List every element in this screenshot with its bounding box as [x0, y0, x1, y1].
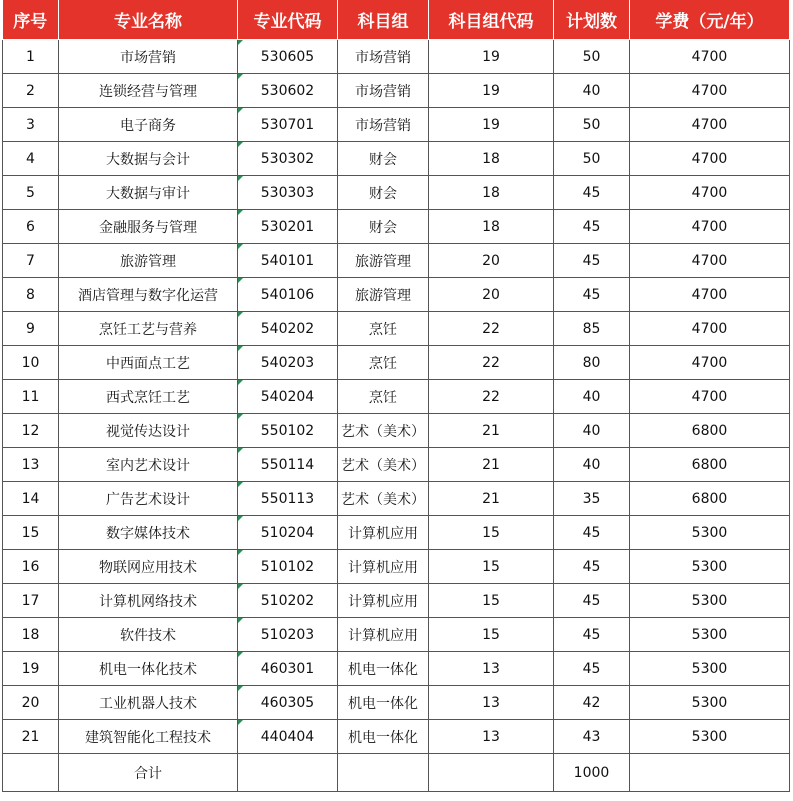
- major-code-cell: 540101: [238, 244, 338, 278]
- subject-group-cell: 艺术（美术）: [338, 414, 429, 448]
- major-name-cell: 连锁经营与管理: [59, 74, 238, 108]
- subject-group-code-cell: 22: [429, 312, 554, 346]
- tuition-cell: 5300: [630, 516, 790, 550]
- subject-group-code-cell: 19: [429, 74, 554, 108]
- header-major-code: 专业代码: [238, 0, 338, 40]
- row-index-cell: 16: [3, 550, 59, 584]
- total-empty-cell: [630, 754, 790, 792]
- tuition-cell: 5300: [630, 686, 790, 720]
- table-row: [3, 108, 790, 142]
- header-subject-group: 科目组: [338, 0, 429, 40]
- row-index-cell: 20: [3, 686, 59, 720]
- subject-group-cell: 艺术（美术）: [338, 482, 429, 516]
- major-code-cell: 510204: [238, 516, 338, 550]
- plan-count-cell: 35: [554, 482, 630, 516]
- table-row: [3, 652, 790, 686]
- major-code-cell: 540202: [238, 312, 338, 346]
- table-row: [3, 312, 790, 346]
- tuition-cell: 4700: [630, 210, 790, 244]
- major-name-cell: 机电一体化技术: [59, 652, 238, 686]
- tuition-cell: 4700: [630, 74, 790, 108]
- subject-group-code-cell: 15: [429, 516, 554, 550]
- tuition-cell: 4700: [630, 244, 790, 278]
- major-name-cell: 烹饪工艺与营养: [59, 312, 238, 346]
- plan-count-cell: 45: [554, 210, 630, 244]
- major-code-cell: 550113: [238, 482, 338, 516]
- row-index-cell: 6: [3, 210, 59, 244]
- total-label: 合计: [59, 754, 238, 792]
- table-row: [3, 278, 790, 312]
- major-name-cell: 计算机网络技术: [59, 584, 238, 618]
- tuition-cell: 5300: [630, 550, 790, 584]
- plan-count-cell: 50: [554, 142, 630, 176]
- tuition-cell: 4700: [630, 312, 790, 346]
- tuition-cell: 4700: [630, 108, 790, 142]
- plan-count-cell: 43: [554, 720, 630, 754]
- plan-count-cell: 45: [554, 244, 630, 278]
- major-name-cell: 西式烹饪工艺: [59, 380, 238, 414]
- plan-count-cell: 45: [554, 584, 630, 618]
- total-empty-cell: [238, 754, 338, 792]
- subject-group-cell: 计算机应用: [338, 618, 429, 652]
- subject-group-cell: 旅游管理: [338, 244, 429, 278]
- subject-group-cell: 计算机应用: [338, 584, 429, 618]
- subject-group-code-cell: 18: [429, 176, 554, 210]
- row-index-cell: 9: [3, 312, 59, 346]
- subject-group-code-cell: 20: [429, 244, 554, 278]
- subject-group-code-cell: 21: [429, 482, 554, 516]
- row-index-cell: 4: [3, 142, 59, 176]
- major-name-cell: 室内艺术设计: [59, 448, 238, 482]
- row-index-cell: 12: [3, 414, 59, 448]
- row-index-cell: 19: [3, 652, 59, 686]
- major-name-cell: 数字媒体技术: [59, 516, 238, 550]
- table-row: [3, 74, 790, 108]
- major-code-cell: 550114: [238, 448, 338, 482]
- tuition-cell: 5300: [630, 720, 790, 754]
- subject-group-cell: 财会: [338, 176, 429, 210]
- major-code-cell: 530201: [238, 210, 338, 244]
- tuition-cell: 4700: [630, 346, 790, 380]
- subject-group-code-cell: 20: [429, 278, 554, 312]
- header-tuition: 学费（元/年）: [630, 0, 790, 40]
- header-index: 序号: [3, 0, 59, 40]
- major-code-cell: 530602: [238, 74, 338, 108]
- row-index-cell: 10: [3, 346, 59, 380]
- tuition-cell: 5300: [630, 652, 790, 686]
- plan-count-cell: 45: [554, 278, 630, 312]
- row-index-cell: 11: [3, 380, 59, 414]
- table-row: [3, 584, 790, 618]
- plan-count-cell: 85: [554, 312, 630, 346]
- major-name-cell: 物联网应用技术: [59, 550, 238, 584]
- subject-group-code-cell: 13: [429, 720, 554, 754]
- subject-group-cell: 机电一体化: [338, 652, 429, 686]
- major-code-cell: 540106: [238, 278, 338, 312]
- major-code-cell: 530605: [238, 40, 338, 74]
- table-row: [3, 516, 790, 550]
- table-row: [3, 176, 790, 210]
- subject-group-cell: 市场营销: [338, 74, 429, 108]
- subject-group-code-cell: 21: [429, 448, 554, 482]
- major-code-cell: 530302: [238, 142, 338, 176]
- table-row: [3, 346, 790, 380]
- subject-group-code-cell: 13: [429, 686, 554, 720]
- subject-group-code-cell: 19: [429, 40, 554, 74]
- total-plan-count: 1000: [554, 754, 630, 792]
- plan-count-cell: 40: [554, 414, 630, 448]
- row-index-cell: 7: [3, 244, 59, 278]
- major-code-cell: 510203: [238, 618, 338, 652]
- table-row: [3, 210, 790, 244]
- enrollment-plan-table: [2, 0, 790, 792]
- table-row: [3, 448, 790, 482]
- major-code-cell: 460305: [238, 686, 338, 720]
- row-index-cell: 5: [3, 176, 59, 210]
- tuition-cell: 4700: [630, 380, 790, 414]
- table-row: [3, 482, 790, 516]
- subject-group-cell: 机电一体化: [338, 720, 429, 754]
- row-index-cell: 13: [3, 448, 59, 482]
- subject-group-cell: 艺术（美术）: [338, 448, 429, 482]
- row-index-cell: 8: [3, 278, 59, 312]
- major-name-cell: 视觉传达设计: [59, 414, 238, 448]
- table-row: [3, 414, 790, 448]
- subject-group-cell: 财会: [338, 210, 429, 244]
- major-name-cell: 酒店管理与数字化运营: [59, 278, 238, 312]
- major-code-cell: 550102: [238, 414, 338, 448]
- table-header-row: [3, 0, 790, 40]
- plan-count-cell: 45: [554, 652, 630, 686]
- major-code-cell: 540204: [238, 380, 338, 414]
- table-body: [3, 40, 790, 792]
- subject-group-cell: 烹饪: [338, 312, 429, 346]
- enrollment-table-container: [2, 0, 789, 799]
- total-empty-cell: [429, 754, 554, 792]
- subject-group-cell: 计算机应用: [338, 516, 429, 550]
- subject-group-code-cell: 18: [429, 142, 554, 176]
- subject-group-cell: 市场营销: [338, 108, 429, 142]
- major-code-cell: 530303: [238, 176, 338, 210]
- row-index-cell: 2: [3, 74, 59, 108]
- subject-group-cell: 市场营销: [338, 40, 429, 74]
- major-code-cell: 510202: [238, 584, 338, 618]
- header-major-name: 专业名称: [59, 0, 238, 40]
- row-index-cell: 18: [3, 618, 59, 652]
- table-row: [3, 244, 790, 278]
- major-name-cell: 建筑智能化工程技术: [59, 720, 238, 754]
- subject-group-code-cell: 22: [429, 380, 554, 414]
- plan-count-cell: 50: [554, 108, 630, 142]
- plan-count-cell: 45: [554, 176, 630, 210]
- tuition-cell: 4700: [630, 142, 790, 176]
- header-subject-group-code: 科目组代码: [429, 0, 554, 40]
- subject-group-code-cell: 15: [429, 550, 554, 584]
- plan-count-cell: 50: [554, 40, 630, 74]
- major-name-cell: 广告艺术设计: [59, 482, 238, 516]
- plan-count-cell: 40: [554, 74, 630, 108]
- subject-group-cell: 烹饪: [338, 380, 429, 414]
- subject-group-cell: 计算机应用: [338, 550, 429, 584]
- subject-group-cell: 烹饪: [338, 346, 429, 380]
- subject-group-code-cell: 13: [429, 652, 554, 686]
- plan-count-cell: 80: [554, 346, 630, 380]
- subject-group-code-cell: 21: [429, 414, 554, 448]
- table-row: [3, 550, 790, 584]
- subject-group-cell: 旅游管理: [338, 278, 429, 312]
- subject-group-code-cell: 18: [429, 210, 554, 244]
- row-index-cell: 1: [3, 40, 59, 74]
- major-code-cell: 510102: [238, 550, 338, 584]
- major-name-cell: 市场营销: [59, 40, 238, 74]
- subject-group-cell: 财会: [338, 142, 429, 176]
- table-row: [3, 618, 790, 652]
- row-index-cell: 15: [3, 516, 59, 550]
- major-code-cell: 530701: [238, 108, 338, 142]
- major-code-cell: 440404: [238, 720, 338, 754]
- table-row: [3, 40, 790, 74]
- subject-group-code-cell: 15: [429, 584, 554, 618]
- subject-group-code-cell: 15: [429, 618, 554, 652]
- plan-count-cell: 45: [554, 550, 630, 584]
- total-index-cell: [3, 754, 59, 792]
- plan-count-cell: 40: [554, 448, 630, 482]
- subject-group-cell: 机电一体化: [338, 686, 429, 720]
- header-plan-count: 计划数: [554, 0, 630, 40]
- tuition-cell: 4700: [630, 40, 790, 74]
- major-name-cell: 软件技术: [59, 618, 238, 652]
- major-name-cell: 大数据与审计: [59, 176, 238, 210]
- tuition-cell: 5300: [630, 584, 790, 618]
- plan-count-cell: 42: [554, 686, 630, 720]
- row-index-cell: 21: [3, 720, 59, 754]
- plan-count-cell: 40: [554, 380, 630, 414]
- subject-group-code-cell: 22: [429, 346, 554, 380]
- tuition-cell: 4700: [630, 176, 790, 210]
- subject-group-code-cell: 19: [429, 108, 554, 142]
- row-index-cell: 14: [3, 482, 59, 516]
- tuition-cell: 6800: [630, 482, 790, 516]
- tuition-cell: 4700: [630, 278, 790, 312]
- major-code-cell: 540203: [238, 346, 338, 380]
- total-row: [3, 754, 790, 792]
- total-empty-cell: [338, 754, 429, 792]
- table-row: [3, 142, 790, 176]
- major-name-cell: 金融服务与管理: [59, 210, 238, 244]
- tuition-cell: 6800: [630, 448, 790, 482]
- major-name-cell: 电子商务: [59, 108, 238, 142]
- major-name-cell: 旅游管理: [59, 244, 238, 278]
- row-index-cell: 17: [3, 584, 59, 618]
- major-name-cell: 工业机器人技术: [59, 686, 238, 720]
- table-row: [3, 380, 790, 414]
- tuition-cell: 6800: [630, 414, 790, 448]
- major-code-cell: 460301: [238, 652, 338, 686]
- plan-count-cell: 45: [554, 618, 630, 652]
- major-name-cell: 中西面点工艺: [59, 346, 238, 380]
- table-row: [3, 720, 790, 754]
- row-index-cell: 3: [3, 108, 59, 142]
- table-row: [3, 686, 790, 720]
- major-name-cell: 大数据与会计: [59, 142, 238, 176]
- tuition-cell: 5300: [630, 618, 790, 652]
- plan-count-cell: 45: [554, 516, 630, 550]
